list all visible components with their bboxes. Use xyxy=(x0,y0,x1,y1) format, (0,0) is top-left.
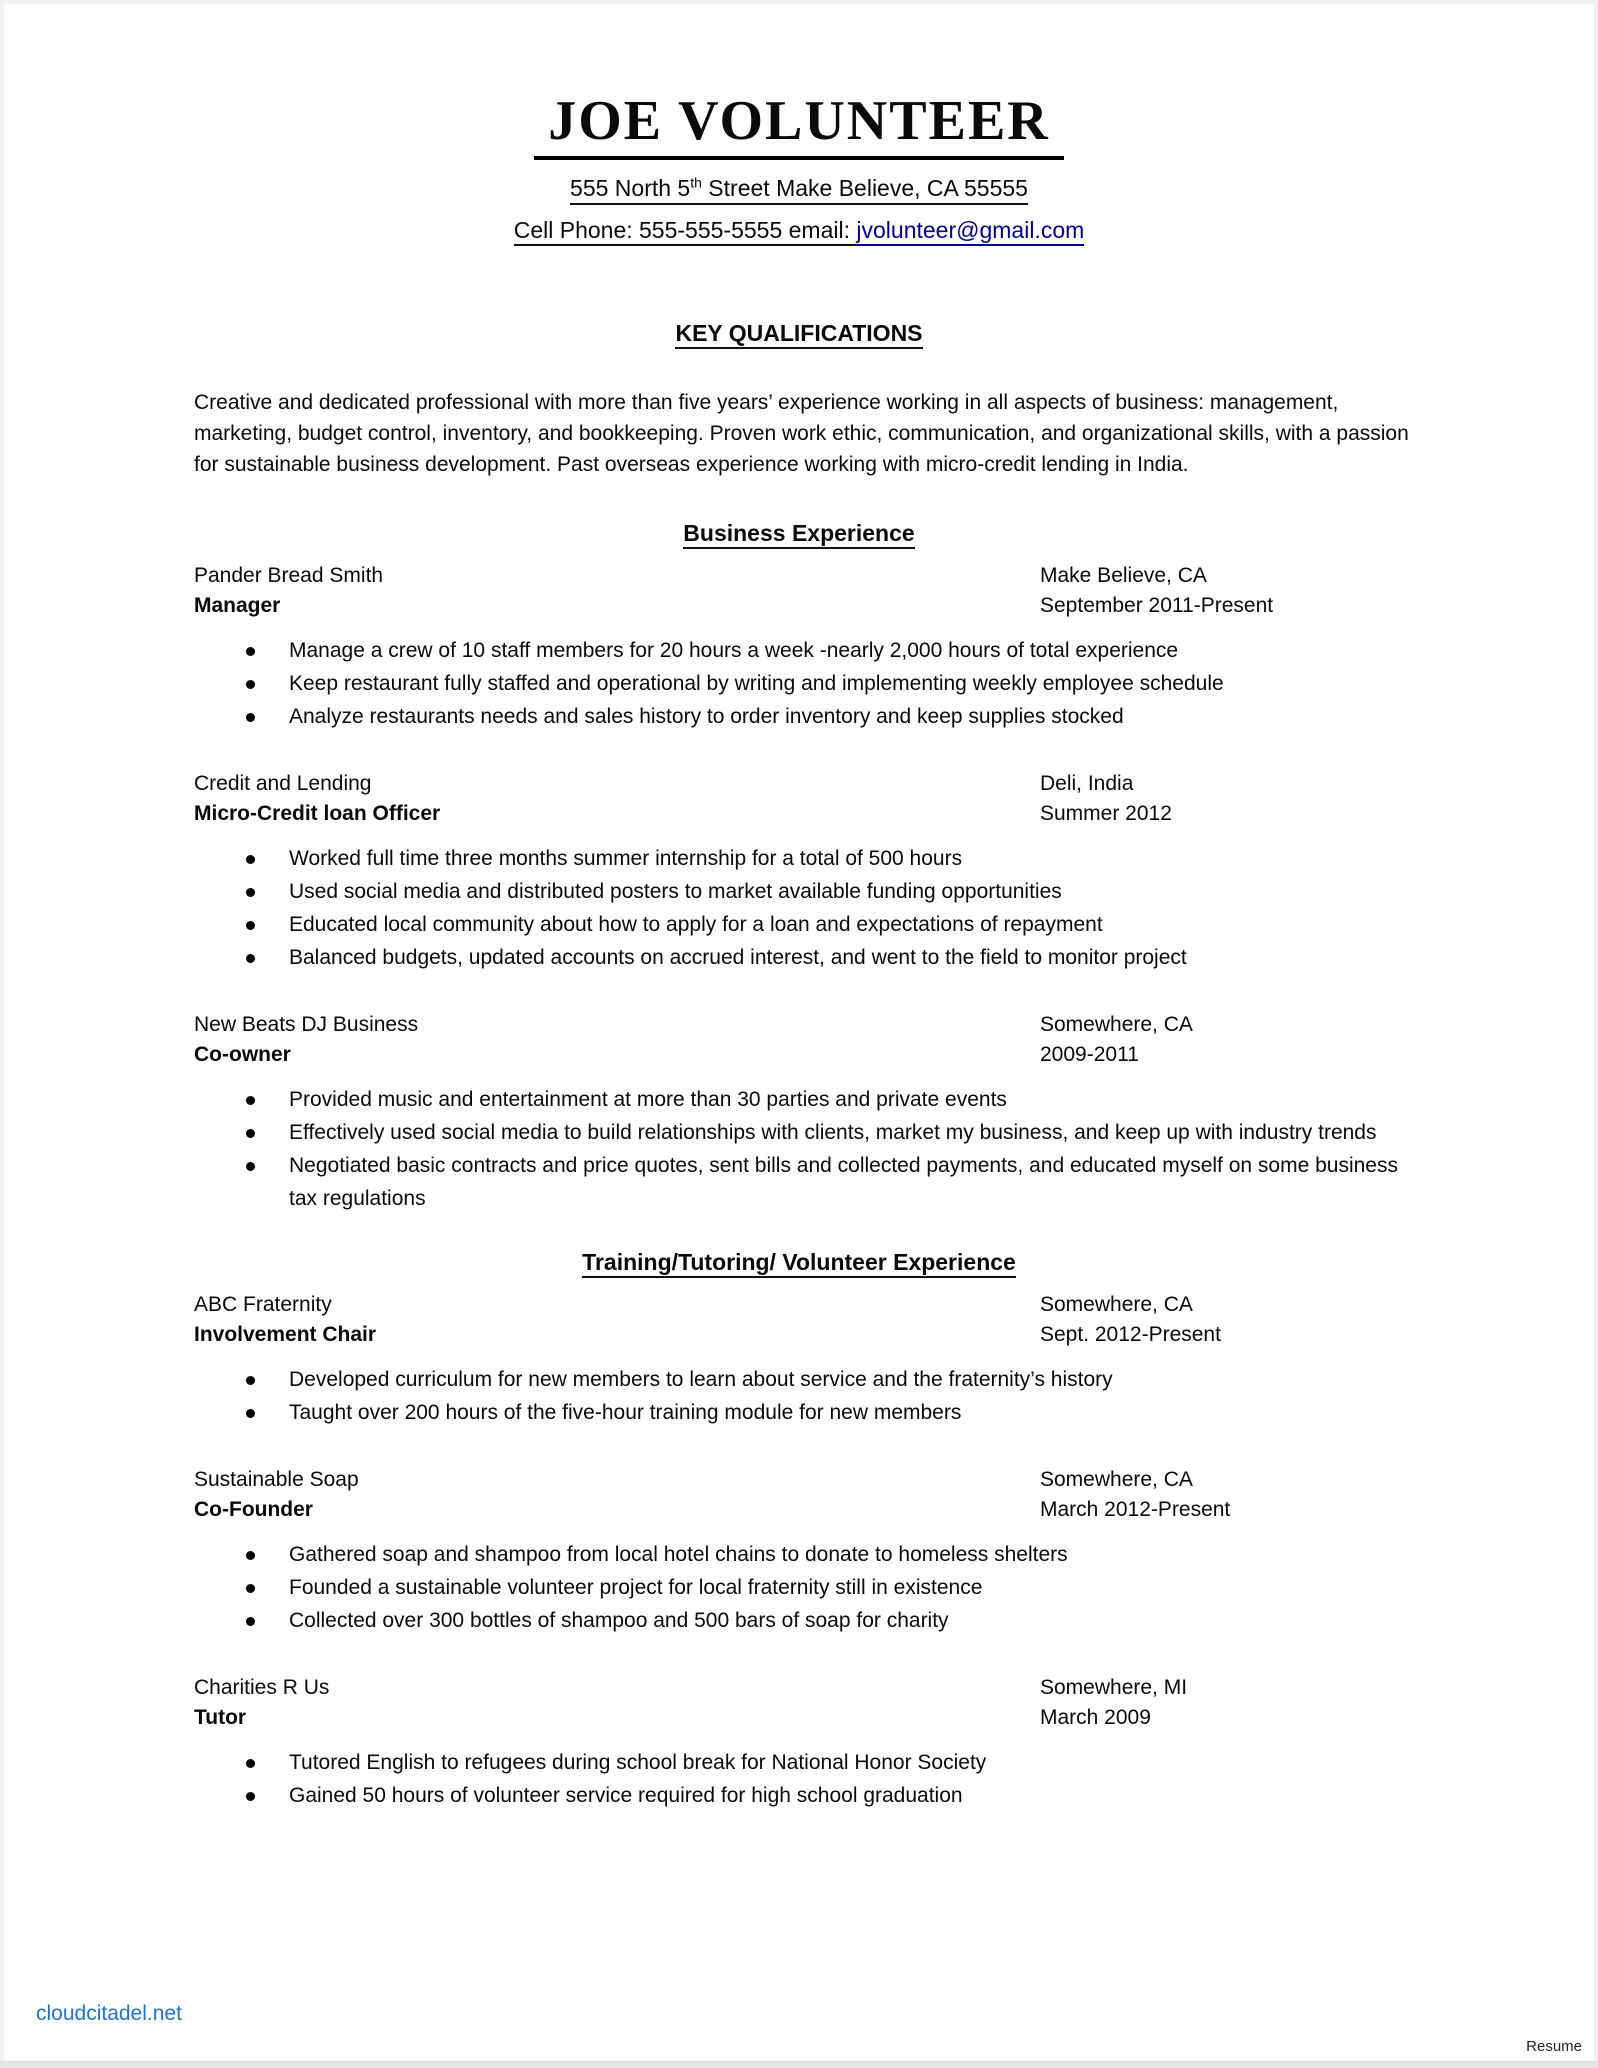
job-dates: Summer 2012 xyxy=(1040,801,1172,825)
job-bullet: Taught over 200 hours of the five-hour training module for new members xyxy=(194,1396,1419,1429)
candidate-name: JOE VOLUNTEER xyxy=(534,92,1064,160)
job-title: Micro-Credit loan Officer xyxy=(194,801,441,825)
job-bullet: Collected over 300 bottles of shampoo and 500 bars of soap for charity xyxy=(194,1604,1419,1637)
job-bullet: Keep restaurant fully staffed and operational by writing and implementing weekly employee schedule xyxy=(194,667,1419,700)
job-entry xyxy=(194,1673,1594,1812)
job-entry xyxy=(194,1465,1594,1637)
job-bullet: Used social media and distributed posters to market available funding opportunities xyxy=(194,875,1419,908)
job-bullets xyxy=(194,1538,1594,1637)
job-location: Make Believe, CA xyxy=(1040,563,1207,587)
resume-page xyxy=(4,4,1594,2060)
job-location: Somewhere, CA xyxy=(1040,1012,1193,1036)
page-type-label: Resume xyxy=(1526,2038,1582,2055)
job-bullet: Manage a crew of 10 staff members for 20 hours a week -nearly 2,000 hours of total experience xyxy=(194,634,1419,667)
job-title: Tutor xyxy=(194,1705,247,1729)
job-bullets xyxy=(194,842,1594,974)
job-dates: 2009-2011 xyxy=(1040,1042,1139,1066)
job-bullet: Effectively used social media to build relationships with clients, market my business, and keep up with industry trends xyxy=(194,1116,1419,1149)
address-ordinal-suffix: th xyxy=(690,174,702,191)
address-part1: 555 North 5 xyxy=(570,174,691,201)
job-entry xyxy=(194,1010,1594,1215)
qualifications-paragraph: Creative and dedicated professional with more than five years’ experience working in all aspects of business: management, marketing, budget control, inventory, and bookkeeping. Proven work ethic, communication, and organizational skills, with a passion for sustainable business development. Past overseas experience working with micro-credit lending in India. xyxy=(194,390,1409,476)
company-name: Sustainable Soap xyxy=(194,1467,359,1491)
company-name: Credit and Lending xyxy=(194,771,372,795)
bottom-frame-strip xyxy=(0,2061,1598,2068)
volunteer-experience-title: Training/Tutoring/ Volunteer Experience xyxy=(582,1249,1016,1278)
job-bullet: Gained 50 hours of volunteer service required for high school graduation xyxy=(194,1779,1419,1812)
section-heading-business-experience xyxy=(4,520,1594,549)
company-name: New Beats DJ Business xyxy=(194,1012,419,1036)
job-bullet: Worked full time three months summer internship for a total of 500 hours xyxy=(194,842,1419,875)
job-bullet: Analyze restaurants needs and sales history to order inventory and keep supplies stocked xyxy=(194,700,1419,733)
job-bullet: Founded a sustainable volunteer project for local fraternity still in existence xyxy=(194,1571,1419,1604)
contact-line xyxy=(4,217,1594,244)
business-experience-title: Business Experience xyxy=(683,520,914,549)
job-location: Somewhere, CA xyxy=(1040,1467,1193,1491)
section-heading-key-qualifications xyxy=(4,320,1594,349)
key-qualifications-title: KEY QUALIFICATIONS xyxy=(675,320,922,349)
job-title: Manager xyxy=(194,593,281,617)
job-bullets xyxy=(194,1746,1594,1812)
address-line xyxy=(4,175,1594,205)
company-name: Pander Bread Smith xyxy=(194,563,384,587)
job-bullet: Tutored English to refugees during school break for National Honor Society xyxy=(194,1746,1419,1779)
resume-header xyxy=(4,4,1594,244)
job-bullet: Gathered soap and shampoo from local hotel chains to donate to homeless shelters xyxy=(194,1538,1419,1571)
job-dates: Sept. 2012-Present xyxy=(1040,1322,1221,1346)
job-bullets xyxy=(194,634,1594,733)
job-dates: September 2011-Present xyxy=(1040,593,1274,617)
job-bullets xyxy=(194,1083,1594,1215)
address-part2: Street Make Believe, CA 55555 xyxy=(701,174,1028,201)
job-location: Somewhere, MI xyxy=(1040,1675,1188,1699)
job-bullet: Provided music and entertainment at more than 30 parties and private events xyxy=(194,1083,1419,1116)
company-name: ABC Fraternity xyxy=(194,1292,332,1316)
job-dates: March 2009 xyxy=(1040,1705,1151,1729)
company-name: Charities R Us xyxy=(194,1675,330,1699)
job-title: Co-owner xyxy=(194,1042,291,1066)
job-entry xyxy=(194,561,1594,733)
watermark-link[interactable]: cloudcitadel.net xyxy=(36,2002,182,2025)
job-title: Co-Founder xyxy=(194,1497,313,1521)
job-location: Deli, India xyxy=(1040,771,1134,795)
job-bullet: Balanced budgets, updated accounts on accrued interest, and went to the field to monitor project xyxy=(194,941,1419,974)
job-bullet: Negotiated basic contracts and price quotes, sent bills and collected payments, and educated myself on some business tax regulations xyxy=(194,1149,1419,1215)
job-location: Somewhere, CA xyxy=(1040,1292,1193,1316)
job-bullet: Educated local community about how to apply for a loan and expectations of repayment xyxy=(194,908,1419,941)
job-dates: March 2012-Present xyxy=(1040,1497,1231,1521)
email-link[interactable]: jvolunteer@gmail.com xyxy=(856,217,1084,246)
job-bullets xyxy=(194,1363,1594,1429)
job-entry xyxy=(194,769,1594,974)
job-bullet: Developed curriculum for new members to learn about service and the fraternity’s history xyxy=(194,1363,1419,1396)
job-title: Involvement Chair xyxy=(194,1322,377,1346)
section-heading-volunteer-experience xyxy=(4,1249,1594,1278)
contact-label: Cell Phone: 555-555-5555 email: xyxy=(514,217,857,246)
job-entry xyxy=(194,1290,1594,1429)
